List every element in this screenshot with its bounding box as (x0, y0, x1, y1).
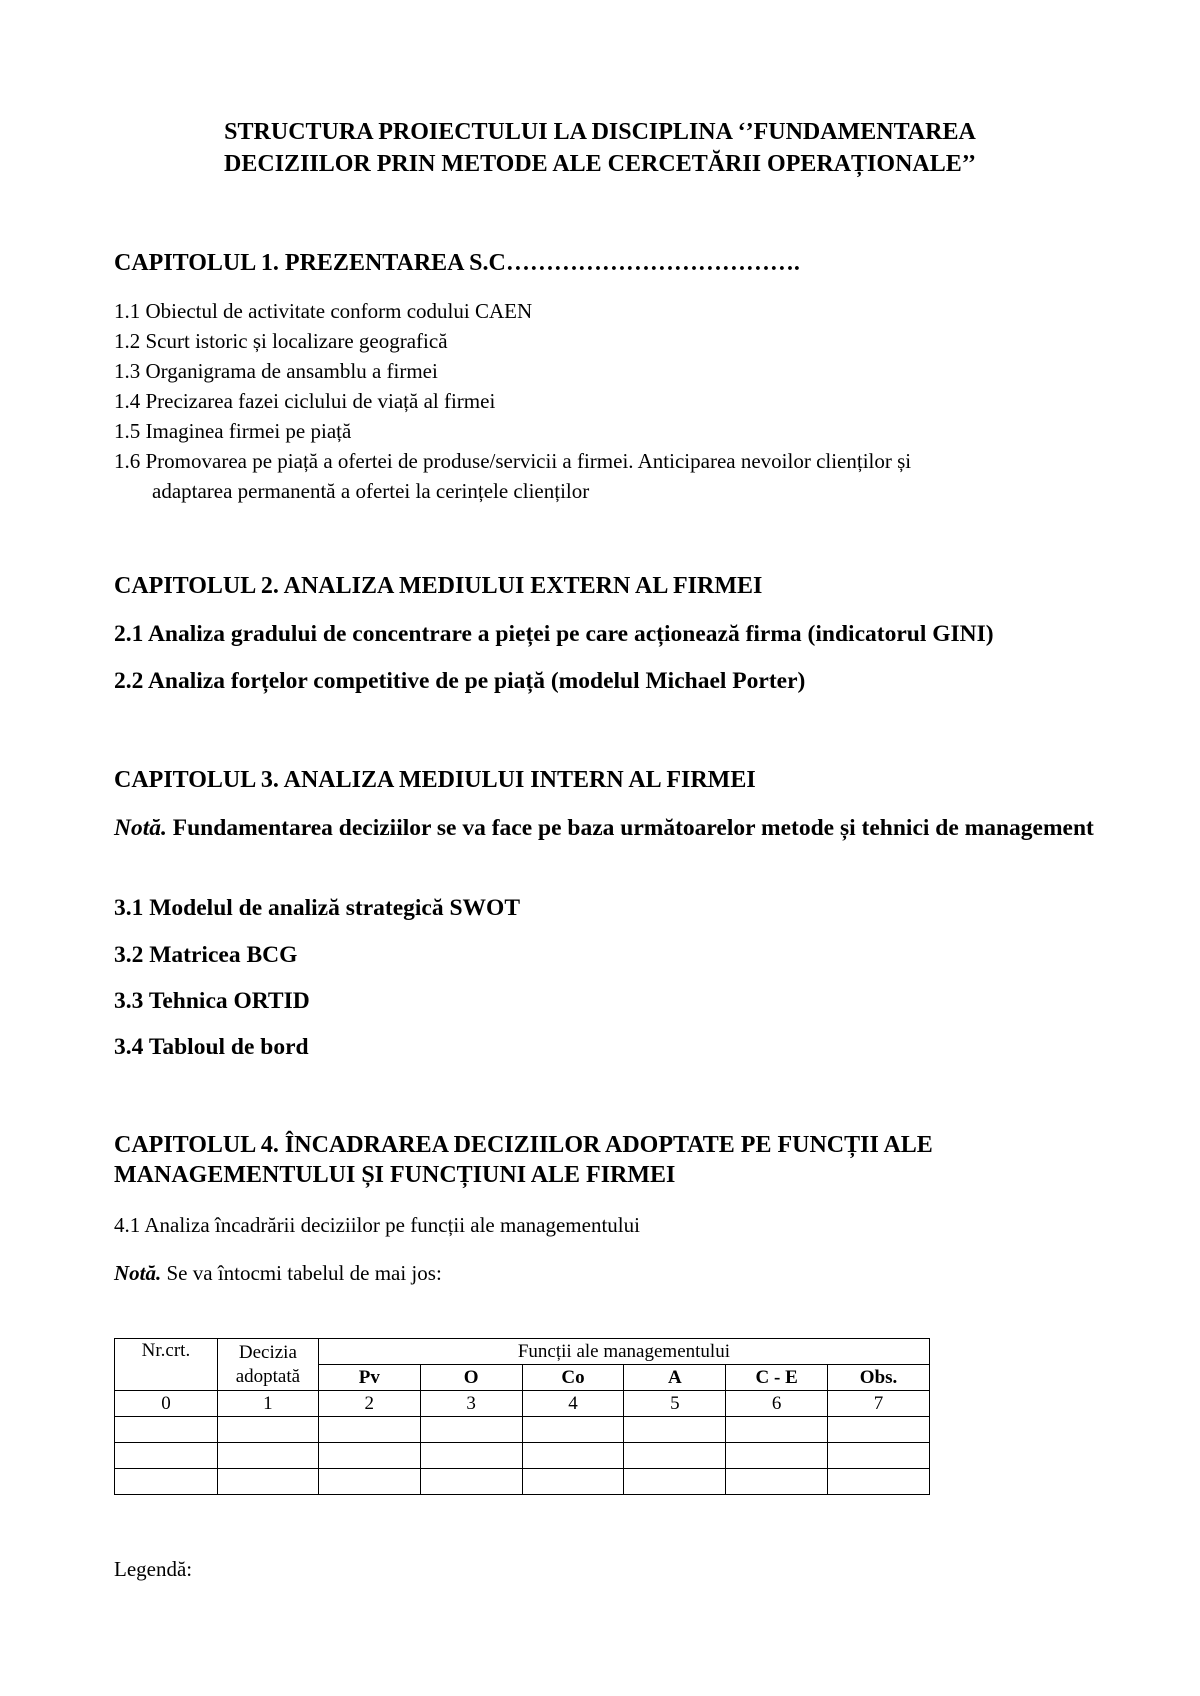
table-cell (726, 1469, 828, 1495)
table-cell: 6 (726, 1391, 828, 1417)
table-cell (420, 1443, 522, 1469)
table-cell: 7 (828, 1391, 930, 1417)
table-cell: 0 (115, 1391, 218, 1417)
table-cell (318, 1469, 420, 1495)
table-cell (420, 1469, 522, 1495)
table-cell (217, 1443, 318, 1469)
chapter-1-item-2: 1.2 Scurt istoric și localizare geografică (114, 329, 448, 353)
header-decizia (217, 1339, 318, 1391)
chapter-1-item-1: 1.1 Obiectul de activitate conform codului CAEN (114, 299, 533, 323)
chapter-4-note-label: Notă. (114, 1261, 162, 1285)
table-cell (828, 1417, 930, 1443)
chapter-3-item-4: 3.4 Tabloul de bord (114, 1034, 309, 1060)
table-row (115, 1469, 930, 1495)
header-decizia-line-1: Decizia (238, 1341, 297, 1363)
header-a: A (624, 1365, 726, 1391)
table-cell (828, 1443, 930, 1469)
table-cell (624, 1469, 726, 1495)
table-cell (522, 1469, 624, 1495)
title-line-2: DECIZIILOR PRIN METODE ALE CERCETĂRII OPERAȚIONALE’’ (224, 151, 976, 177)
table-cell: 1 (217, 1391, 318, 1417)
header-nr-crt: Nr.crt. (115, 1339, 218, 1391)
chapter-2-heading: CAPITOLUL 2. ANALIZA MEDIULUI EXTERN AL FIRMEI (114, 573, 763, 599)
table-cell (522, 1417, 624, 1443)
table-cell (522, 1443, 624, 1469)
table-header-row-1 (115, 1339, 930, 1365)
chapter-3-note-label: Notă. (114, 815, 167, 841)
chapter-3-note-text: Fundamentarea deciziilor se va face pe baza următoarelor metode și tehnici de management (166, 815, 1094, 841)
table-cell (624, 1417, 726, 1443)
chapter-1-item-6 (114, 446, 911, 506)
chapter-1-item-6-line-2: adaptarea permanentă a ofertei la cerințele clienților (152, 479, 590, 503)
chapter-2-item-1: 2.1 Analiza gradului de concentrare a pieței pe care acționează firma (indicatorul GINI) (114, 621, 994, 647)
table-cell (115, 1469, 218, 1495)
header-o: O (420, 1365, 522, 1391)
table-row (115, 1417, 930, 1443)
chapter-4-note-text: Se va întocmi tabelul de mai jos: (161, 1261, 442, 1285)
table-cell (318, 1417, 420, 1443)
table-cell (217, 1417, 318, 1443)
table-cell (115, 1417, 218, 1443)
chapter-4-note (114, 1258, 442, 1288)
header-functii-group: Funcții ale managementului (318, 1339, 929, 1365)
chapter-1-item-6-line-1: 1.6 Promovarea pe piață a ofertei de produse/servicii a firmei. Anticiparea nevoilor clienților și (114, 449, 912, 473)
table-cell: 2 (318, 1391, 420, 1417)
table-cell (420, 1417, 522, 1443)
table-cell (318, 1443, 420, 1469)
chapter-3-heading: CAPITOLUL 3. ANALIZA MEDIULUI INTERN AL FIRMEI (114, 767, 756, 793)
table-cell (115, 1443, 218, 1469)
table-cell (828, 1469, 930, 1495)
header-obs: Obs. (828, 1365, 930, 1391)
table-cell (726, 1417, 828, 1443)
table-row (115, 1443, 930, 1469)
chapter-4-item-1: 4.1 Analiza încadrării deciziilor pe funcții ale managementului (114, 1213, 640, 1237)
table-number-row (115, 1391, 930, 1417)
title-line-1: STRUCTURA PROIECTULUI LA DISCIPLINA ‘’FUNDAMENTAREA (224, 119, 976, 145)
table-cell: 5 (624, 1391, 726, 1417)
header-c-e: C - E (726, 1365, 828, 1391)
table-cell (624, 1443, 726, 1469)
chapter-1-item-5: 1.5 Imaginea firmei pe piață (114, 419, 352, 443)
table-cell: 4 (522, 1391, 624, 1417)
header-pv: Pv (318, 1365, 420, 1391)
document-title (100, 116, 1100, 180)
chapter-1-item-4: 1.4 Precizarea fazei ciclului de viață al firmei (114, 389, 496, 413)
chapter-1-item-3: 1.3 Organigrama de ansamblu a firmei (114, 359, 438, 383)
chapter-3-item-1: 3.1 Modelul de analiză strategică SWOT (114, 895, 521, 921)
table-cell: 3 (420, 1391, 522, 1417)
chapter-3-item-2: 3.2 Matricea BCG (114, 942, 298, 968)
header-co: Co (522, 1365, 624, 1391)
chapter-4-heading-line-1: CAPITOLUL 4. ÎNCADRAREA DECIZIILOR ADOPTATE PE FUNCȚII ALE (114, 1132, 933, 1158)
table-cell (217, 1469, 318, 1495)
chapter-3-note (114, 812, 1094, 844)
chapter-2-item-2: 2.2 Analiza forțelor competitive de pe piață (modelul Michael Porter) (114, 668, 806, 694)
header-decizia-line-2: adoptată (235, 1365, 301, 1387)
chapter-4-heading-line-2: MANAGEMENTULUI ȘI FUNCȚIUNI ALE FIRMEI (114, 1162, 676, 1188)
legend-label: Legendă: (114, 1557, 193, 1581)
management-functions-table (114, 1338, 930, 1495)
table-cell (726, 1443, 828, 1469)
chapter-3-item-3: 3.3 Tehnica ORTID (114, 988, 310, 1014)
chapter-1-heading: CAPITOLUL 1. PREZENTAREA S.C………………………………. (114, 250, 800, 276)
